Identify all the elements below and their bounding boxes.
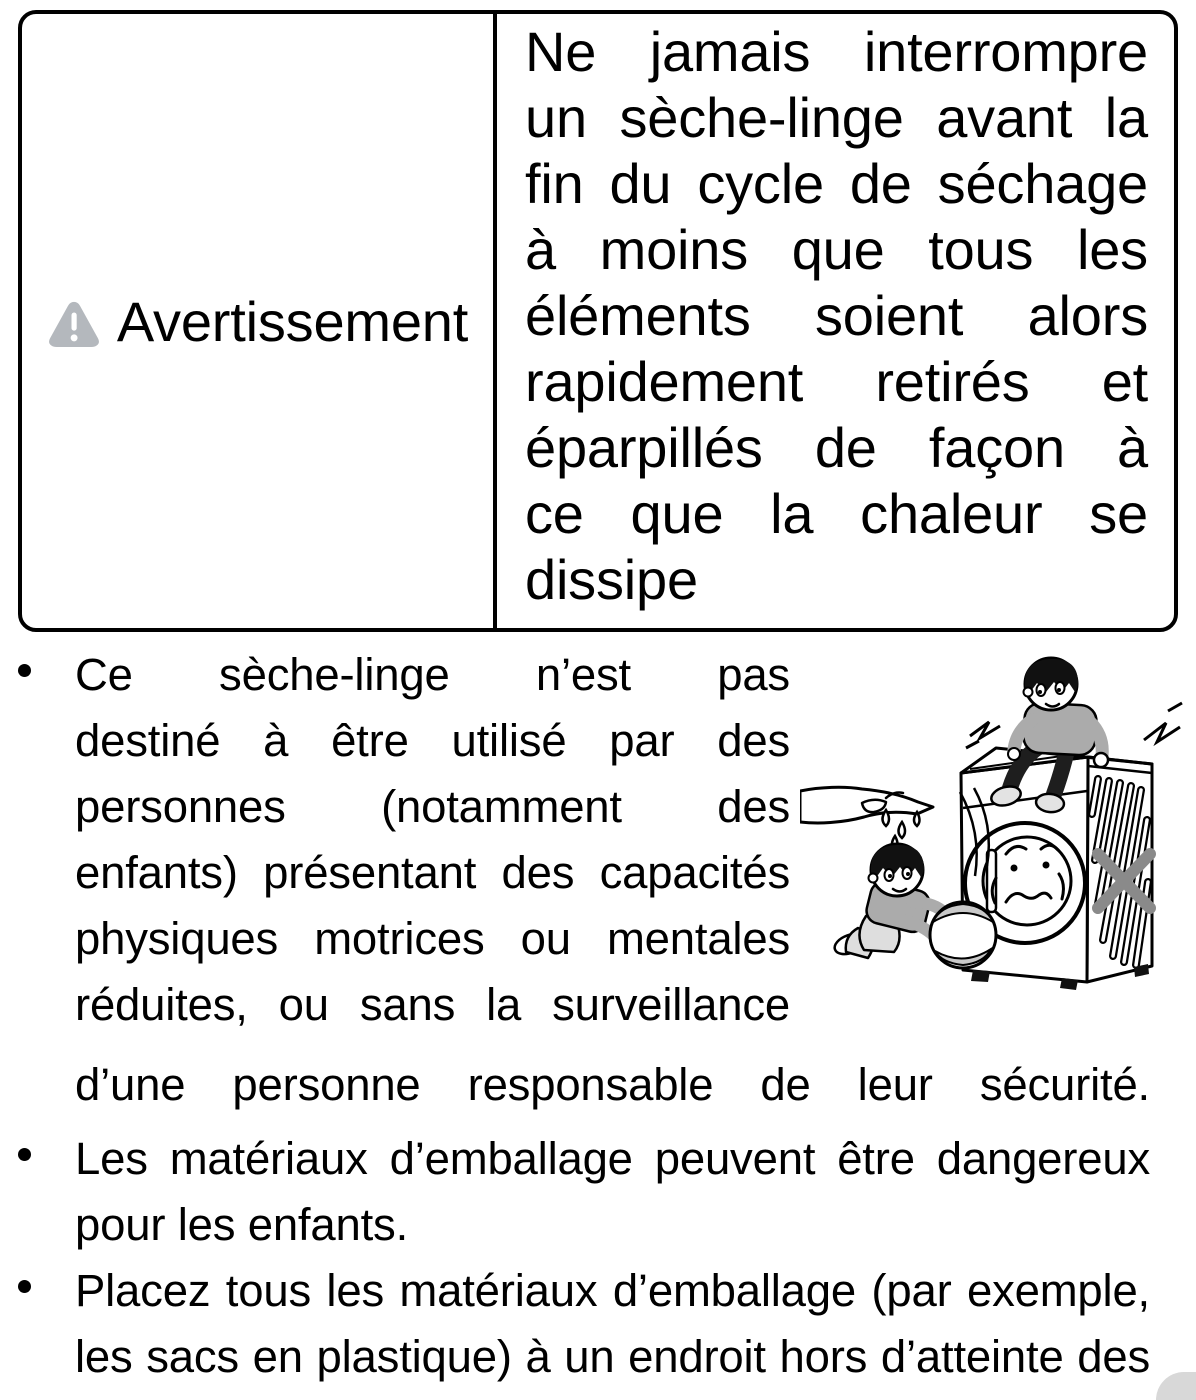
bullet-text-line: physiques motrices ou mentales (75, 913, 790, 964)
bullet-icon (18, 664, 31, 677)
bullet-text-line: Les matériaux d’emballage peuvent être dangereux (75, 1133, 1150, 1184)
bullet-text-line: Ce sèche-linge n’est pas (75, 649, 790, 700)
warning-text-line: éléments soient alors (525, 284, 1148, 347)
bullet-text-line: pour les enfants. (75, 1199, 409, 1250)
bullet-text-block (75, 642, 790, 1038)
bullet-text-line: d’une personne responsable de leur sécurité. (75, 1059, 1150, 1110)
bullet-list (0, 642, 1196, 1390)
warning-text-line: rapidement retirés et (525, 350, 1148, 413)
warning-text-cell (493, 14, 1174, 628)
bullet-text-line: destiné à être utilisé par des (75, 715, 790, 766)
warning-text-line: un sèche-linge avant la (525, 86, 1148, 149)
bullet-text-line: les sacs en plastique) à un endroit hors d’atteinte des (75, 1331, 1150, 1382)
bullet-icon (18, 1148, 31, 1161)
warning-triangle-icon (47, 299, 101, 347)
bullet-text-line: Placez tous les matériaux d’emballage (par exemple, (75, 1265, 1150, 1316)
warning-text-line: Ne jamais interrompre (525, 20, 1148, 83)
warning-text-line: fin du cycle de séchage (525, 152, 1148, 215)
warning-label: Avertissement (116, 289, 469, 353)
bullet-text-line: personnes (notamment des (75, 781, 790, 832)
bullet-item-supervision (0, 642, 1196, 1118)
bullet-item-packaging-danger (0, 1126, 1196, 1258)
warning-label-cell (22, 14, 493, 628)
warning-text-line: dissipe (525, 548, 698, 611)
warning-text-line: à moins que tous les (525, 218, 1148, 281)
ball-icon (930, 902, 996, 968)
warning-text-line: ce que la chaleur se (525, 482, 1148, 545)
bullet-icon (18, 1280, 31, 1293)
bullet-text-line: réduites, ou sans la surveillance (75, 979, 790, 1030)
safety-illustration (800, 640, 1190, 1000)
bullet-item-packaging-storage (0, 1258, 1196, 1390)
bullet-text-line: enfants) présentant des capacités (75, 847, 790, 898)
warning-table (18, 10, 1178, 632)
warning-text-line: éparpillés de façon à (525, 416, 1148, 479)
